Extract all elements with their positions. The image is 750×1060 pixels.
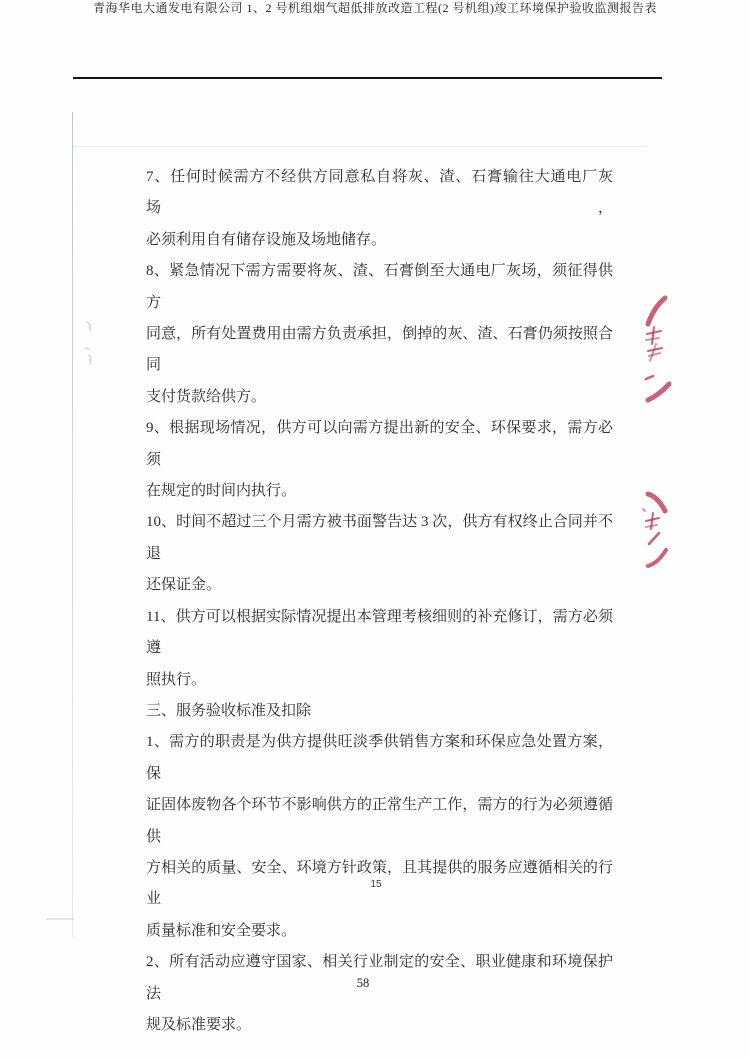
paragraph bbox=[146, 507, 613, 601]
scan-artifact-line bbox=[46, 918, 74, 920]
text-line: 2、所有活动应遵守国家、相关行业制定的安全、职业健康和环境保护法 bbox=[146, 954, 613, 1002]
text-line: 证固体废物各个环节不影响供方的正常生产工作，需方的行为必须遵循供 bbox=[146, 797, 613, 845]
text-line: 10、时间不超过三个月需方被书面警告达 3 次，供方有权终止合同并不退 bbox=[146, 514, 613, 562]
scanned-page-top-edge bbox=[72, 146, 647, 147]
text-line: 7、任何时候需方不经供方同意私自将灰、渣、石膏输往大通电厂灰场， bbox=[146, 169, 613, 217]
text-line: 1、需方的职责是为供方提供旺淡季供销售方案和环保应急处置方案，保 bbox=[146, 734, 613, 782]
header-rule bbox=[73, 77, 662, 79]
text-line: 9、根据现场情况，供方可以向需方提出新的安全、环保要求，需方必须 bbox=[146, 420, 613, 468]
paragraph bbox=[146, 256, 613, 413]
scan-smudge bbox=[80, 315, 106, 371]
text-line: 支付货款给供方。 bbox=[146, 388, 267, 405]
document-body bbox=[146, 162, 613, 1041]
paragraph bbox=[146, 413, 613, 507]
text-line: 质量标准和安全要求。 bbox=[146, 922, 297, 939]
text-line: 在规定的时间内执行。 bbox=[146, 483, 297, 500]
text-line: 8、紧急情况下需方需要将灰、渣、石膏倒至大通电厂灰场，须征得供方 bbox=[146, 263, 613, 311]
text-line: 同意，所有处置费用由需方负责承担，倒掉的灰、渣、石膏仍须按照合同 bbox=[146, 326, 613, 374]
section-heading bbox=[146, 696, 613, 727]
paragraph bbox=[146, 727, 613, 947]
scan-page-number: 15 bbox=[370, 879, 382, 890]
text-line: 必须利用自有储存设施及场地储存。 bbox=[146, 231, 387, 248]
text-line: 还保证金。 bbox=[146, 577, 222, 594]
pdf-page-number: 58 bbox=[356, 976, 370, 990]
text-line: 11、供方可以根据实际情况提出本管理考核细则的补充修订，需方必须遵 bbox=[146, 608, 613, 657]
paragraph bbox=[146, 947, 613, 1041]
red-seal-stamp-fragment bbox=[640, 295, 674, 407]
red-seal-stamp-fragment bbox=[640, 488, 672, 576]
text-line: 规及标准要求。 bbox=[146, 1016, 252, 1033]
text-line: 方相关的质量、安全、环境方针政策，且其提供的服务应遵循相关的行业 bbox=[146, 859, 613, 908]
scanned-page-left-edge bbox=[72, 112, 73, 938]
text-line: 照执行。 bbox=[146, 671, 207, 688]
paragraph bbox=[146, 602, 613, 696]
report-header-title: 青海华电大通发电有限公司 1、2 号机组烟气超低排放改造工程(2 号机组)竣工环境保护验收监测报告表 bbox=[93, 1, 657, 15]
paragraph bbox=[146, 162, 613, 256]
section-heading-text: 三、服务验收标准及扣除 bbox=[146, 702, 312, 719]
